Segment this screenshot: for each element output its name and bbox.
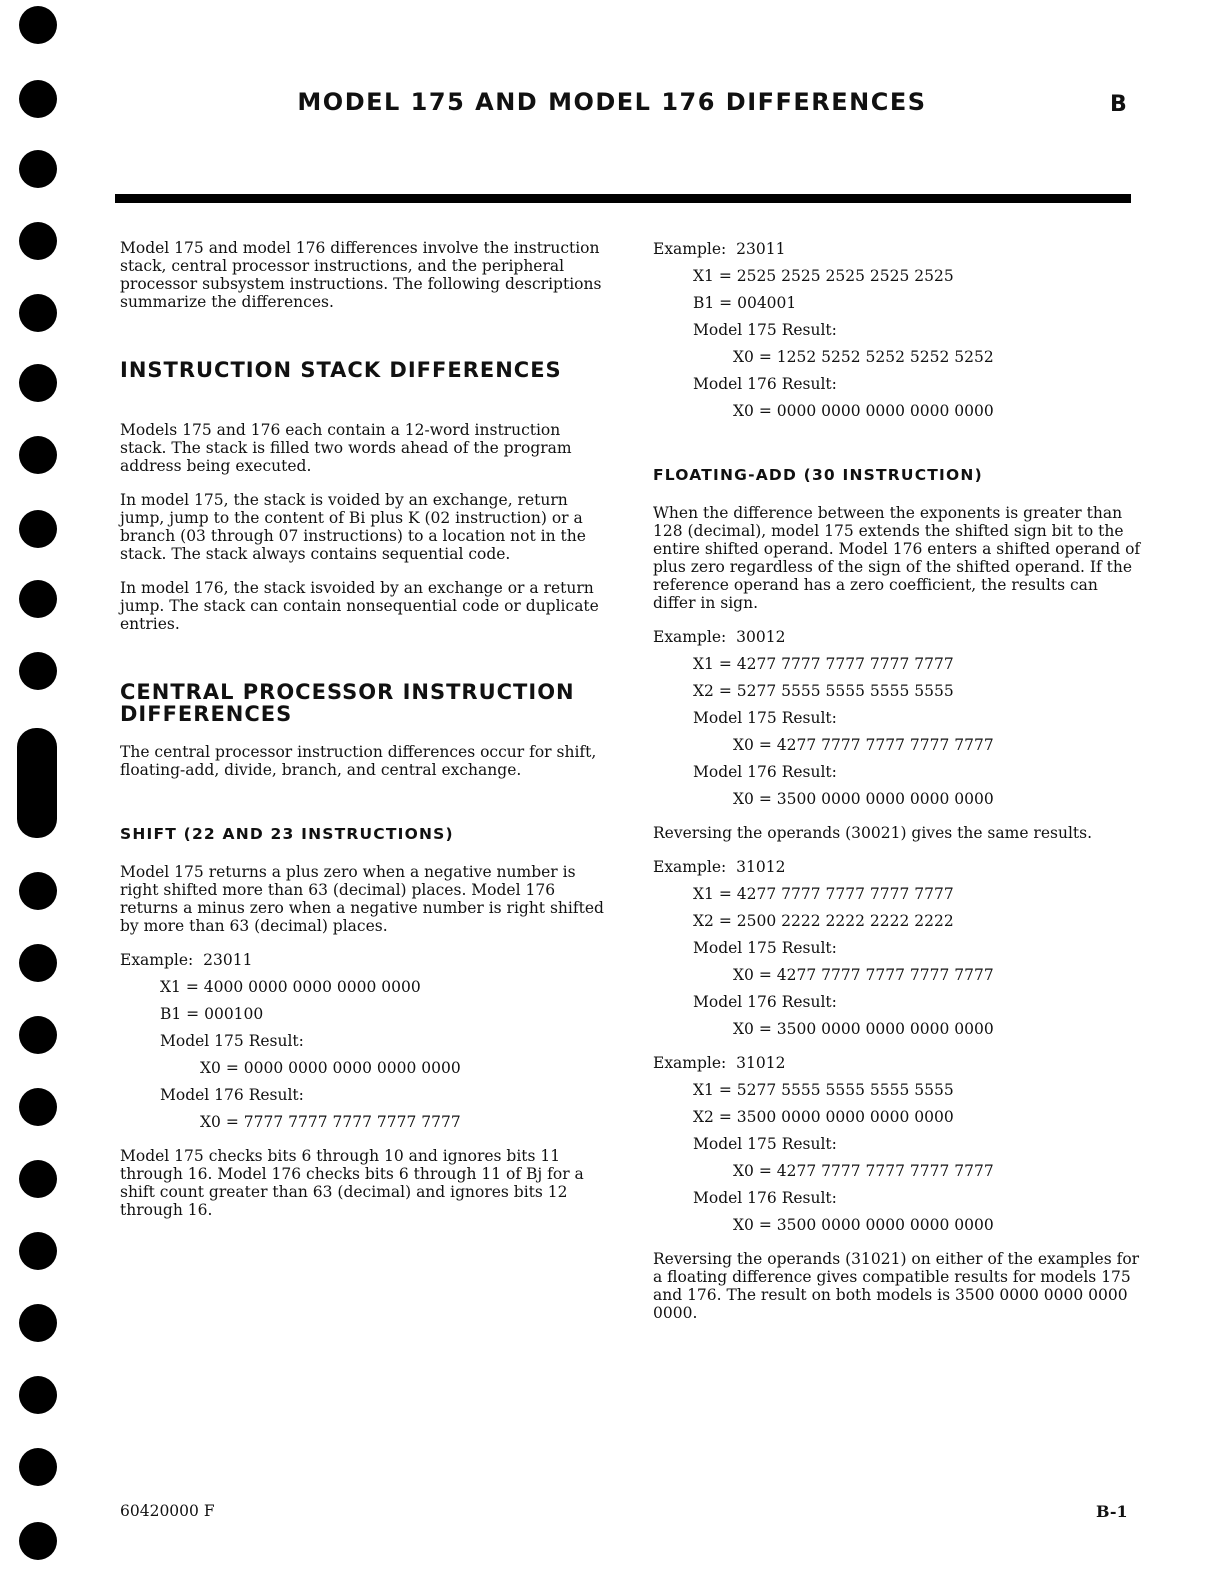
binder-hole xyxy=(19,1304,57,1342)
example-input: B1 = 004001 xyxy=(693,294,797,312)
appendix-letter: B xyxy=(1110,92,1127,117)
example-label: Example: 31012 xyxy=(653,858,786,876)
result-value: X0 = 4277 7777 7777 7777 7777 xyxy=(733,1162,994,1180)
example-input: X1 = 4277 7777 7777 7777 7777 xyxy=(693,655,954,673)
result-value: X0 = 3500 0000 0000 0000 0000 xyxy=(733,1216,994,1234)
result-label: Model 175 Result: xyxy=(693,939,837,957)
example-input: X1 = 2525 2525 2525 2525 2525 xyxy=(693,267,954,285)
shift-example-continued xyxy=(653,240,1143,420)
result-value: X0 = 3500 0000 0000 0000 0000 xyxy=(733,1020,994,1038)
result-value: X0 = 4277 7777 7777 7777 7777 xyxy=(733,736,994,754)
example-input: X2 = 2500 2222 2222 2222 2222 xyxy=(693,912,954,930)
shift-closing-paragraph: Model 175 checks bits 6 through 10 and ignores bits 11 through 16. Model 176 checks bits 6 through 11 of Bj for a shift count greater than 63 (decimal) and ignores bits 12 through 16. xyxy=(120,1147,584,1219)
result-label: Model 176 Result: xyxy=(693,763,837,781)
reversing-note: Reversing the operands (30021) gives the same results. xyxy=(653,824,1093,842)
example-input: B1 = 000100 xyxy=(160,1005,264,1023)
binder-hole xyxy=(19,652,57,690)
floating-add-heading: FLOATING-ADD (30 INSTRUCTION) xyxy=(653,466,983,484)
stack-paragraph: In model 175, the stack is voided by an exchange, return jump, jump to the content of Bi plus K (02 instruction) or a branch (03 through 07 instructions) to a location not in the stack. The stack always contains sequential code. xyxy=(120,491,586,563)
shift-paragraph: Model 175 returns a plus zero when a negative number is right shifted more than 63 (decimal) places. Model 176 returns a minus zero when a negative number is right shifted by more than 63 (decimal) places. xyxy=(120,863,604,935)
result-value: X0 = 0000 0000 0000 0000 0000 xyxy=(733,402,994,420)
example-input: X2 = 3500 0000 0000 0000 0000 xyxy=(693,1108,954,1126)
page-title: MODEL 175 AND MODEL 176 DIFFERENCES xyxy=(297,88,927,116)
example-input: X2 = 5277 5555 5555 5555 5555 xyxy=(693,682,954,700)
binder-hole xyxy=(19,436,57,474)
example-input: X1 = 4000 0000 0000 0000 0000 xyxy=(160,978,421,996)
central-processor-paragraph: The central processor instruction differences occur for shift, floating-add, divide, branch, and central exchange. xyxy=(120,743,597,779)
heading-line: CENTRAL PROCESSOR INSTRUCTION xyxy=(120,680,575,704)
binder-hole xyxy=(19,872,57,910)
result-label: Model 175 Result: xyxy=(693,1135,837,1153)
central-processor-heading xyxy=(120,681,610,725)
result-value: X0 = 7777 7777 7777 7777 7777 xyxy=(200,1113,461,1131)
intro-paragraph: Model 175 and model 176 differences involve the instruction stack, central processor instructions, and the peripheral processor subsystem instructions. The following descriptions summarize the differences. xyxy=(120,239,602,311)
result-label: Model 176 Result: xyxy=(160,1086,304,1104)
floating-add-example xyxy=(653,628,1143,808)
shift-heading: SHIFT (22 AND 23 INSTRUCTIONS) xyxy=(120,825,454,843)
stack-paragraph: In model 176, the stack isvoided by an exchange or a return jump. The stack can contain nonsequential code or duplicate entries. xyxy=(120,579,599,633)
document-code: 60420000 F xyxy=(120,1502,215,1520)
reversing-note: Reversing the operands (31021) on either of the examples for a floating difference gives compatible results for models 175 and 176. The result on both models is 3500 0000 0000 0000 0000. xyxy=(653,1250,1140,1322)
binder-hole xyxy=(19,580,57,618)
binder-hole xyxy=(19,1016,57,1054)
example-input: X1 = 5277 5555 5555 5555 5555 xyxy=(693,1081,954,1099)
binder-hole xyxy=(19,510,57,548)
example-label: Example: 30012 xyxy=(653,628,786,646)
shift-example xyxy=(120,951,610,1131)
header-rule xyxy=(115,194,1131,203)
binder-hole xyxy=(19,1448,57,1486)
binder-hole xyxy=(19,364,57,402)
example-label: Example: 23011 xyxy=(120,951,253,969)
instruction-stack-heading: INSTRUCTION STACK DIFFERENCES xyxy=(120,358,562,382)
binder-hole xyxy=(19,6,57,44)
binder-slot xyxy=(17,728,57,838)
result-value: X0 = 1252 5252 5252 5252 5252 xyxy=(733,348,994,366)
binder-hole xyxy=(19,294,57,332)
binder-hole xyxy=(19,1232,57,1270)
stack-paragraph: Models 175 and 176 each contain a 12-word instruction stack. The stack is filled two words ahead of the program address being executed. xyxy=(120,421,572,475)
example-input: X1 = 4277 7777 7777 7777 7777 xyxy=(693,885,954,903)
binder-hole xyxy=(19,150,57,188)
binder-hole xyxy=(19,1088,57,1126)
result-label: Model 176 Result: xyxy=(693,375,837,393)
floating-add-paragraph: When the difference between the exponents is greater than 128 (decimal), model 175 extends the shifted sign bit to the entire shifted operand. Model 176 enters a shifted operand of plus zero regardless of the sign of the shifted operand. If the reference operand has a zero coefficient, the results can differ in sign. xyxy=(653,504,1141,612)
binder-hole xyxy=(19,944,57,982)
heading-line: DIFFERENCES xyxy=(120,702,293,726)
result-label: Model 175 Result: xyxy=(693,321,837,339)
example-label: Example: 31012 xyxy=(653,1054,786,1072)
result-value: X0 = 3500 0000 0000 0000 0000 xyxy=(733,790,994,808)
right-column xyxy=(653,240,1143,1338)
floating-add-example xyxy=(653,1054,1143,1234)
binder-hole xyxy=(19,1522,57,1560)
binder-hole xyxy=(19,222,57,260)
result-value: X0 = 0000 0000 0000 0000 0000 xyxy=(200,1059,461,1077)
result-value: X0 = 4277 7777 7777 7777 7777 xyxy=(733,966,994,984)
page-number: B-1 xyxy=(1096,1502,1128,1521)
result-label: Model 175 Result: xyxy=(160,1032,304,1050)
binder-hole xyxy=(19,1376,57,1414)
left-column xyxy=(120,239,610,1235)
result-label: Model 176 Result: xyxy=(693,993,837,1011)
result-label: Model 175 Result: xyxy=(693,709,837,727)
result-label: Model 176 Result: xyxy=(693,1189,837,1207)
binder-hole xyxy=(19,1160,57,1198)
example-label: Example: 23011 xyxy=(653,240,786,258)
floating-add-example xyxy=(653,858,1143,1038)
